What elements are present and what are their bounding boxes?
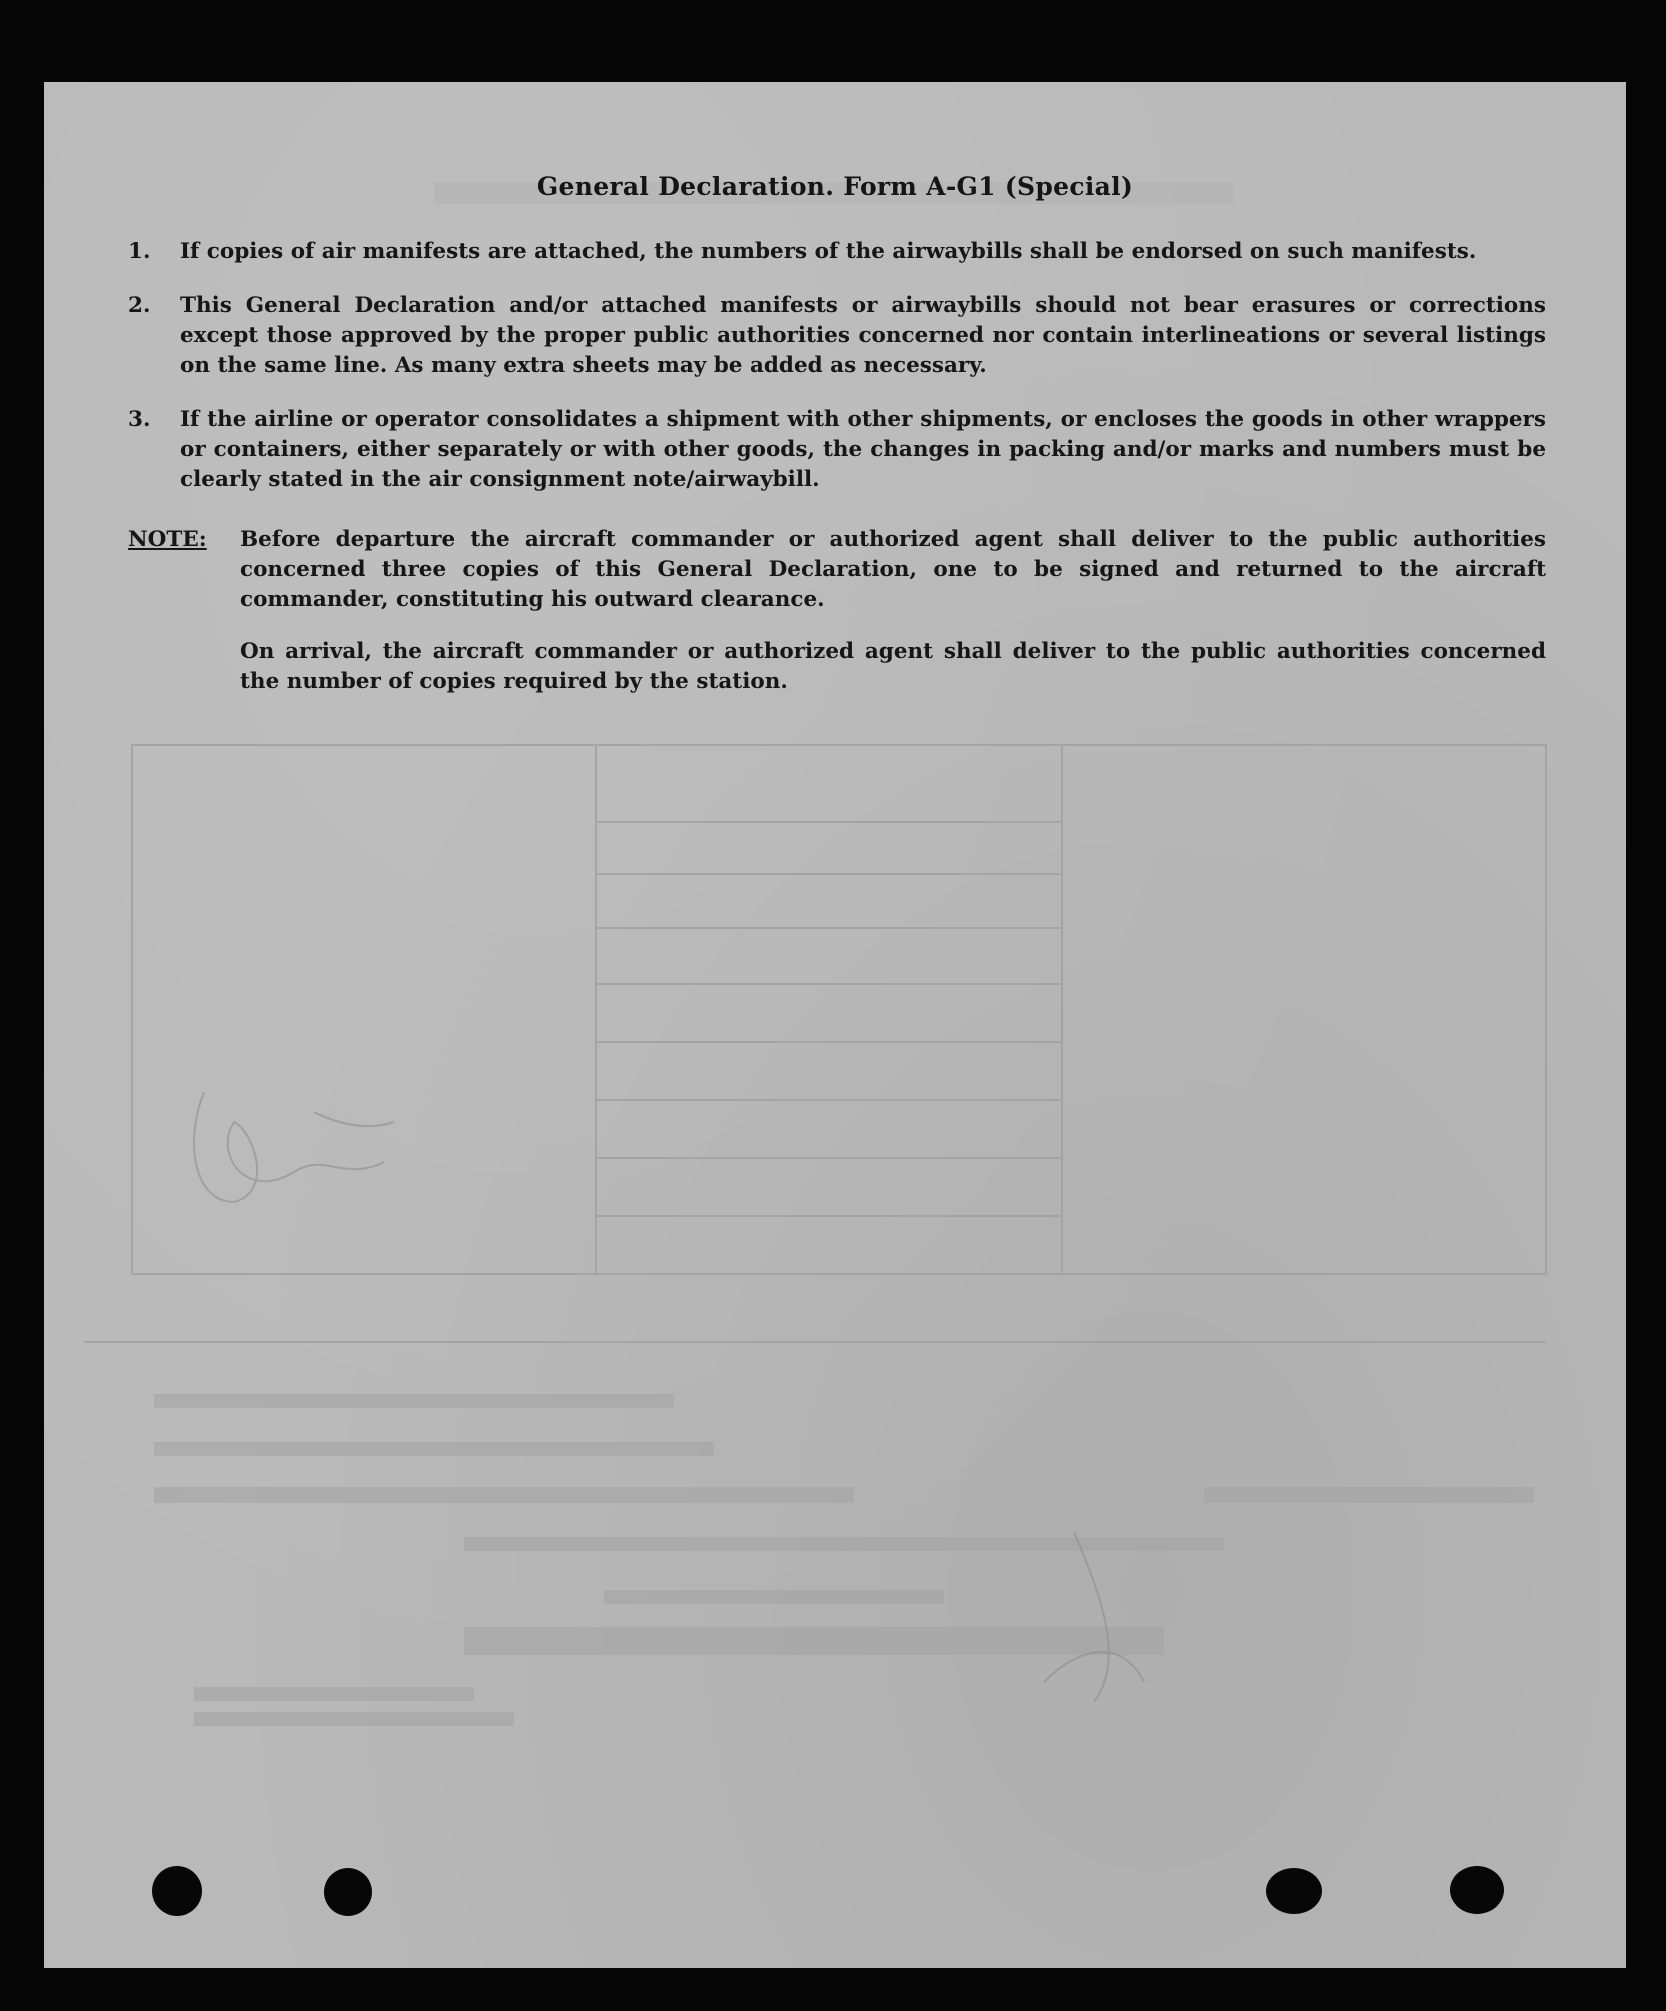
instruction-item-1 (128, 237, 1546, 267)
item-text: If the airline or operator consolidates a shipment with other shipments, or encloses the goods in other wrappers or containers, either separately or with other goods, the changes in packing and/or marks and numbers must be clearly stated in the air consignment note/airwaybill. (180, 407, 1546, 492)
item-number: 1. (128, 239, 151, 264)
instruction-item-3 (128, 405, 1546, 495)
page-title: General Declaration. Form A-G1 (Special) (536, 172, 1134, 201)
instruction-item-2 (128, 291, 1546, 381)
binder-hole (1266, 1868, 1322, 1914)
item-text: This General Declaration and/or attached manifests or airwaybills should not bear erasures or corrections except those approved by the proper public authorities concerned nor contain interlineations or several listings on the same line. As many extra sheets may be added as necessary. (180, 293, 1546, 378)
binder-hole (1450, 1866, 1504, 1914)
reverse-signature-scribble (194, 1092, 1144, 1702)
item-text: If copies of air manifests are attached, the numbers of the airwaybills shall be endorsed on such manifests. (180, 239, 1477, 264)
item-number: 2. (128, 293, 151, 318)
note-label: NOTE: (128, 527, 207, 552)
document-page (44, 82, 1626, 1968)
binder-hole (324, 1868, 372, 1916)
note-paragraph-arrival: On arrival, the aircraft commander or authorized agent shall deliver to the public authorities concerned the number of copies required by the station. (240, 639, 1546, 694)
note-paragraph-departure: Before departure the aircraft commander or authorized agent shall deliver to the public authorities concerned three copies of this General Declaration, one to be signed and returned to the aircraft commander, constituting his outward clearance. (240, 527, 1546, 612)
item-number: 3. (128, 407, 151, 432)
reverse-form-table-outline (132, 745, 1546, 1274)
binder-hole (152, 1866, 202, 1916)
